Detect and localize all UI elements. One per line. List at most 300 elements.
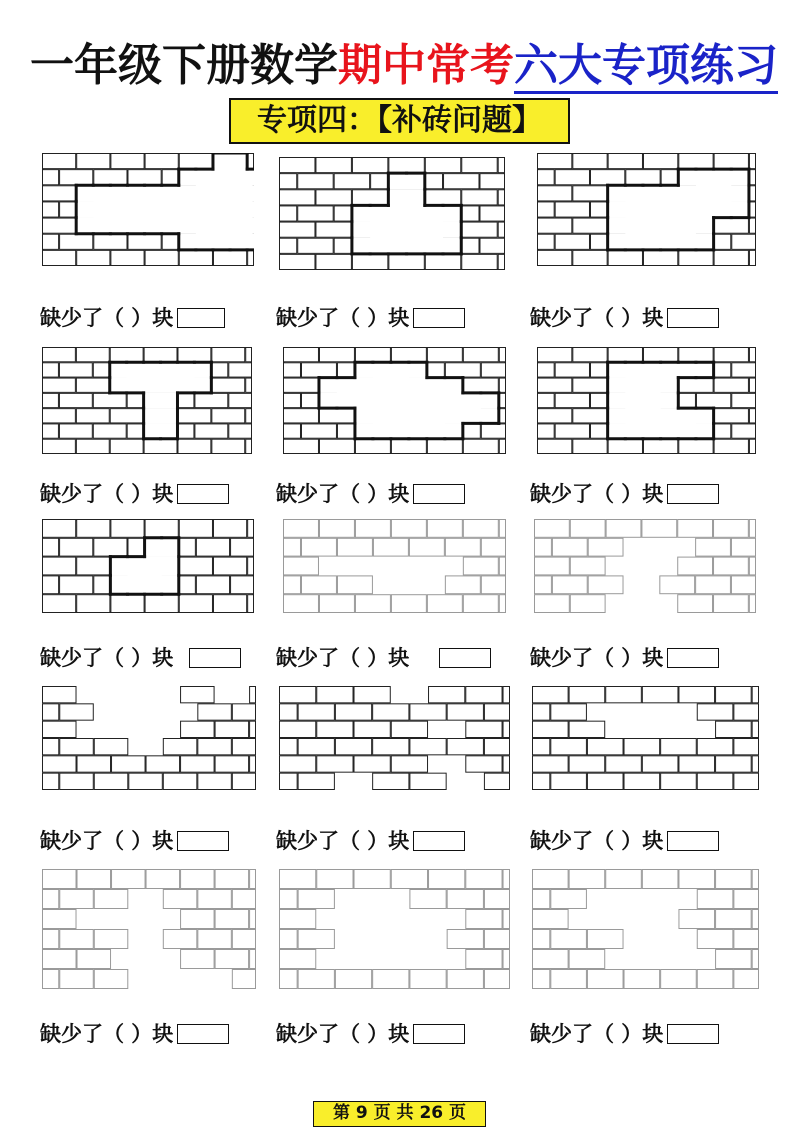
brick bbox=[352, 190, 387, 205]
brick bbox=[280, 910, 316, 929]
brick bbox=[445, 576, 480, 594]
brick bbox=[731, 538, 755, 556]
brick bbox=[231, 538, 254, 556]
brick bbox=[76, 439, 109, 453]
brick bbox=[696, 576, 731, 594]
brick bbox=[355, 348, 390, 362]
brick bbox=[533, 870, 569, 889]
brick bbox=[280, 870, 316, 889]
brick bbox=[196, 538, 229, 556]
brick bbox=[391, 721, 427, 737]
brick bbox=[43, 773, 59, 789]
brick bbox=[43, 970, 59, 989]
page-footer: 第 9 页 共 26 页 bbox=[313, 1101, 486, 1127]
brick bbox=[732, 424, 756, 438]
brick bbox=[538, 202, 555, 217]
brick bbox=[128, 234, 161, 249]
brick bbox=[389, 158, 424, 173]
question-10: 缺少了（ ）块 bbox=[40, 828, 229, 854]
brick bbox=[280, 739, 298, 755]
brick bbox=[538, 424, 555, 438]
brick bbox=[43, 520, 76, 538]
answer-box-1[interactable] bbox=[177, 308, 225, 328]
brick bbox=[551, 970, 587, 989]
brick bbox=[484, 739, 509, 755]
brick bbox=[499, 595, 505, 613]
question-13: 缺少了（ ）块 bbox=[40, 1021, 229, 1047]
brick bbox=[573, 186, 607, 201]
brick bbox=[77, 870, 111, 889]
brick bbox=[298, 890, 334, 909]
brick bbox=[734, 739, 759, 755]
brick bbox=[587, 773, 623, 789]
brick bbox=[301, 538, 336, 556]
brick bbox=[679, 154, 713, 169]
answer-box-14[interactable] bbox=[413, 1024, 465, 1044]
missing-brick-area bbox=[608, 185, 749, 201]
brick bbox=[391, 756, 427, 772]
brick-wall-4 bbox=[42, 347, 252, 454]
brick bbox=[752, 910, 758, 929]
brick bbox=[181, 950, 215, 969]
brick bbox=[94, 930, 128, 949]
brick bbox=[60, 739, 94, 755]
brick bbox=[538, 186, 572, 201]
brick bbox=[734, 930, 759, 949]
brick bbox=[77, 154, 110, 169]
brick bbox=[319, 595, 354, 613]
brick bbox=[551, 930, 587, 949]
brick bbox=[535, 595, 570, 613]
brick bbox=[445, 538, 480, 556]
missing-brick-area bbox=[110, 378, 212, 393]
brick bbox=[643, 348, 677, 362]
brick bbox=[570, 520, 605, 538]
brick bbox=[466, 870, 502, 889]
brick bbox=[533, 687, 569, 703]
brick bbox=[373, 970, 409, 989]
brick bbox=[642, 870, 678, 889]
brick bbox=[427, 520, 462, 538]
brick bbox=[551, 773, 587, 789]
brick bbox=[280, 687, 316, 703]
brick bbox=[298, 739, 334, 755]
brick bbox=[246, 348, 252, 362]
brick bbox=[229, 424, 252, 438]
brick bbox=[59, 424, 92, 438]
brick bbox=[128, 170, 161, 185]
brick bbox=[316, 222, 351, 237]
brick-wall-2 bbox=[279, 157, 505, 270]
brick bbox=[752, 950, 758, 969]
brick bbox=[538, 348, 572, 362]
brick bbox=[391, 439, 426, 453]
brick bbox=[195, 424, 228, 438]
brick bbox=[716, 756, 752, 772]
brick bbox=[499, 520, 505, 538]
brick bbox=[533, 756, 569, 772]
brick bbox=[555, 424, 589, 438]
brick bbox=[608, 348, 642, 362]
brick bbox=[145, 595, 178, 613]
brick bbox=[569, 950, 605, 969]
brick bbox=[481, 363, 505, 377]
title-part-1: 一年级下册数学 bbox=[30, 40, 338, 91]
question-3: 缺少了（ ）块 bbox=[530, 305, 719, 331]
brick bbox=[749, 218, 755, 233]
brick bbox=[298, 930, 334, 949]
brick bbox=[373, 538, 408, 556]
brick bbox=[60, 773, 94, 789]
brick bbox=[284, 557, 319, 575]
brick bbox=[749, 378, 755, 392]
brick bbox=[60, 970, 94, 989]
brick bbox=[533, 704, 550, 720]
brick bbox=[146, 756, 180, 772]
question-7: 缺少了（ ）块 bbox=[40, 645, 241, 671]
brick bbox=[181, 687, 215, 703]
brick bbox=[697, 773, 733, 789]
brick bbox=[696, 393, 730, 407]
brick-wall-6 bbox=[537, 347, 756, 454]
brick bbox=[94, 970, 128, 989]
brick bbox=[112, 756, 146, 772]
answer-box-8[interactable] bbox=[439, 648, 491, 668]
missing-brick-area bbox=[608, 201, 749, 217]
brick bbox=[481, 424, 505, 438]
missing-brick-area bbox=[144, 408, 178, 423]
title-part-2: 期中常考 bbox=[338, 40, 514, 91]
brick bbox=[462, 222, 497, 237]
brick bbox=[484, 890, 509, 909]
brick bbox=[213, 520, 246, 538]
section-subtitle: 专项四：【补砖问题】 bbox=[229, 98, 570, 144]
brick bbox=[590, 170, 624, 185]
brick bbox=[573, 348, 607, 362]
brick bbox=[198, 930, 232, 949]
brick bbox=[248, 520, 254, 538]
brick bbox=[248, 250, 254, 265]
missing-brick-area bbox=[319, 378, 463, 393]
brick bbox=[444, 174, 479, 189]
answer-box-9[interactable] bbox=[667, 648, 719, 668]
brick bbox=[503, 687, 509, 703]
brick bbox=[215, 950, 249, 969]
brick bbox=[410, 773, 446, 789]
brick bbox=[752, 721, 758, 737]
brick bbox=[59, 393, 92, 407]
answer-box-7[interactable] bbox=[189, 648, 241, 668]
brick bbox=[43, 576, 59, 594]
brick bbox=[716, 687, 752, 703]
brick bbox=[410, 890, 446, 909]
brick bbox=[43, 234, 59, 249]
brick bbox=[111, 595, 144, 613]
brick bbox=[60, 234, 93, 249]
brick bbox=[77, 520, 110, 538]
brick bbox=[43, 557, 76, 575]
brick bbox=[43, 595, 76, 613]
brick bbox=[93, 393, 126, 407]
brick bbox=[749, 409, 755, 423]
brick bbox=[661, 739, 697, 755]
brick bbox=[60, 576, 93, 594]
brick bbox=[643, 250, 677, 265]
brick bbox=[43, 250, 76, 265]
brick bbox=[551, 890, 587, 909]
missing-brick-area bbox=[110, 575, 178, 594]
brick bbox=[503, 870, 509, 889]
brick bbox=[354, 870, 390, 889]
brick bbox=[284, 595, 319, 613]
brick bbox=[538, 363, 555, 377]
brick bbox=[466, 687, 502, 703]
brick bbox=[642, 687, 678, 703]
brick bbox=[163, 930, 197, 949]
brick bbox=[232, 930, 255, 949]
brick bbox=[319, 439, 354, 453]
brick bbox=[678, 520, 713, 538]
brick bbox=[373, 704, 409, 720]
brick bbox=[466, 910, 502, 929]
question-15: 缺少了（ ）块 bbox=[530, 1021, 719, 1047]
missing-brick-area bbox=[144, 393, 178, 408]
missing-brick-area bbox=[608, 408, 714, 423]
brick bbox=[76, 348, 109, 362]
brick bbox=[714, 348, 748, 362]
brick bbox=[316, 254, 351, 269]
brick bbox=[499, 439, 505, 453]
brick bbox=[570, 595, 605, 613]
brick bbox=[144, 348, 177, 362]
brick bbox=[213, 250, 246, 265]
question-12: 缺少了（ ）块 bbox=[530, 828, 719, 854]
brick bbox=[231, 576, 254, 594]
brick bbox=[212, 409, 245, 423]
brick bbox=[535, 538, 552, 556]
brick bbox=[734, 970, 759, 989]
brick bbox=[481, 576, 505, 594]
brick bbox=[538, 170, 555, 185]
brick bbox=[714, 595, 749, 613]
brick bbox=[301, 576, 336, 594]
brick bbox=[298, 238, 333, 253]
brick bbox=[195, 393, 228, 407]
brick bbox=[354, 721, 390, 737]
brick bbox=[77, 595, 110, 613]
answer-box-6[interactable] bbox=[667, 484, 719, 504]
page-title bbox=[30, 38, 778, 94]
answer-box-15[interactable] bbox=[667, 1024, 719, 1044]
brick bbox=[463, 378, 498, 392]
question-5: 缺少了（ ）块 bbox=[276, 481, 465, 507]
brick bbox=[248, 595, 254, 613]
brick bbox=[181, 870, 215, 889]
brick bbox=[429, 870, 465, 889]
brick bbox=[250, 756, 256, 772]
brick bbox=[679, 756, 715, 772]
brick bbox=[425, 158, 460, 173]
brick bbox=[732, 393, 756, 407]
brick bbox=[198, 704, 232, 720]
answer-box-12[interactable] bbox=[667, 831, 719, 851]
brick bbox=[498, 190, 504, 205]
brick bbox=[731, 576, 755, 594]
brick bbox=[749, 154, 755, 169]
brick bbox=[43, 363, 59, 377]
brick-wall-11 bbox=[279, 686, 510, 790]
missing-brick-area bbox=[608, 393, 679, 408]
answer-box-5[interactable] bbox=[413, 484, 465, 504]
answer-box-2[interactable] bbox=[413, 308, 465, 328]
brick bbox=[624, 739, 660, 755]
brick bbox=[250, 687, 256, 703]
brick bbox=[391, 520, 426, 538]
brick bbox=[179, 595, 212, 613]
brick bbox=[749, 557, 755, 575]
brick bbox=[499, 348, 505, 362]
question-11: 缺少了（ ）块 bbox=[276, 828, 465, 854]
brick bbox=[606, 687, 642, 703]
question-6: 缺少了（ ）块 bbox=[530, 481, 719, 507]
brick bbox=[555, 393, 589, 407]
brick bbox=[606, 870, 642, 889]
brick bbox=[215, 870, 249, 889]
brick bbox=[429, 687, 465, 703]
brick bbox=[163, 773, 197, 789]
brick bbox=[466, 950, 502, 969]
brick bbox=[284, 378, 319, 392]
brick bbox=[538, 393, 555, 407]
brick bbox=[555, 363, 589, 377]
brick bbox=[538, 250, 572, 265]
brick bbox=[196, 576, 229, 594]
brick bbox=[391, 348, 426, 362]
brick bbox=[298, 206, 333, 221]
missing-brick-area bbox=[608, 362, 714, 377]
missing-brick-area bbox=[213, 153, 247, 169]
brick bbox=[317, 870, 353, 889]
brick bbox=[466, 756, 502, 772]
answer-box-11[interactable] bbox=[413, 831, 465, 851]
brick bbox=[678, 557, 713, 575]
brick bbox=[250, 950, 256, 969]
brick bbox=[284, 576, 301, 594]
brick bbox=[198, 890, 232, 909]
brick bbox=[551, 704, 587, 720]
brick-wall-10 bbox=[42, 686, 256, 790]
missing-brick-area bbox=[678, 169, 749, 185]
brick bbox=[587, 739, 623, 755]
brick bbox=[373, 739, 409, 755]
brick bbox=[587, 930, 623, 949]
brick bbox=[280, 222, 315, 237]
missing-brick-area bbox=[388, 173, 424, 189]
brick bbox=[538, 234, 555, 249]
brick bbox=[229, 393, 252, 407]
missing-brick-area bbox=[179, 169, 254, 185]
brick bbox=[212, 348, 245, 362]
brick bbox=[425, 254, 460, 269]
brick bbox=[679, 687, 715, 703]
brick bbox=[215, 721, 249, 737]
brick bbox=[466, 721, 502, 737]
brick bbox=[352, 254, 387, 269]
brick bbox=[642, 756, 678, 772]
brick bbox=[714, 250, 748, 265]
brick bbox=[373, 773, 409, 789]
brick bbox=[447, 930, 483, 949]
answer-box-4[interactable] bbox=[177, 484, 229, 504]
brick bbox=[697, 739, 733, 755]
brick bbox=[503, 910, 509, 929]
missing-brick-area bbox=[352, 238, 461, 254]
brick bbox=[43, 890, 59, 909]
brick bbox=[606, 756, 642, 772]
brick bbox=[280, 174, 297, 189]
brick bbox=[94, 890, 128, 909]
brick bbox=[94, 773, 128, 789]
brick bbox=[43, 348, 76, 362]
brick bbox=[569, 721, 605, 737]
answer-box-3[interactable] bbox=[667, 308, 719, 328]
brick bbox=[317, 721, 353, 737]
brick bbox=[60, 930, 94, 949]
brick bbox=[642, 520, 677, 538]
brick bbox=[280, 206, 297, 221]
brick bbox=[77, 756, 111, 772]
brick bbox=[481, 538, 505, 556]
brick bbox=[533, 910, 569, 929]
brick bbox=[714, 154, 748, 169]
brick bbox=[246, 439, 252, 453]
brick bbox=[569, 687, 605, 703]
brick bbox=[535, 520, 570, 538]
brick bbox=[463, 557, 498, 575]
brick bbox=[573, 154, 607, 169]
brick bbox=[573, 439, 607, 453]
brick bbox=[250, 910, 256, 929]
brick bbox=[301, 424, 336, 438]
brick bbox=[284, 393, 301, 407]
brick bbox=[551, 739, 587, 755]
brick bbox=[409, 538, 444, 556]
brick bbox=[181, 721, 215, 737]
brick bbox=[77, 557, 110, 575]
brick bbox=[316, 158, 351, 173]
brick bbox=[555, 170, 589, 185]
brick bbox=[284, 424, 301, 438]
brick bbox=[749, 250, 755, 265]
brick bbox=[752, 756, 758, 772]
brick bbox=[298, 704, 334, 720]
brick bbox=[163, 890, 197, 909]
brick bbox=[447, 739, 483, 755]
brick bbox=[410, 970, 446, 989]
brick bbox=[697, 890, 733, 909]
brick bbox=[538, 409, 572, 423]
brick bbox=[714, 520, 749, 538]
brick bbox=[447, 970, 483, 989]
brick bbox=[181, 756, 215, 772]
brick bbox=[608, 439, 642, 453]
answer-box-13[interactable] bbox=[177, 1024, 229, 1044]
brick bbox=[43, 950, 77, 969]
brick bbox=[498, 254, 504, 269]
answer-box-10[interactable] bbox=[177, 831, 229, 851]
brick bbox=[626, 170, 660, 185]
brick bbox=[43, 154, 76, 169]
